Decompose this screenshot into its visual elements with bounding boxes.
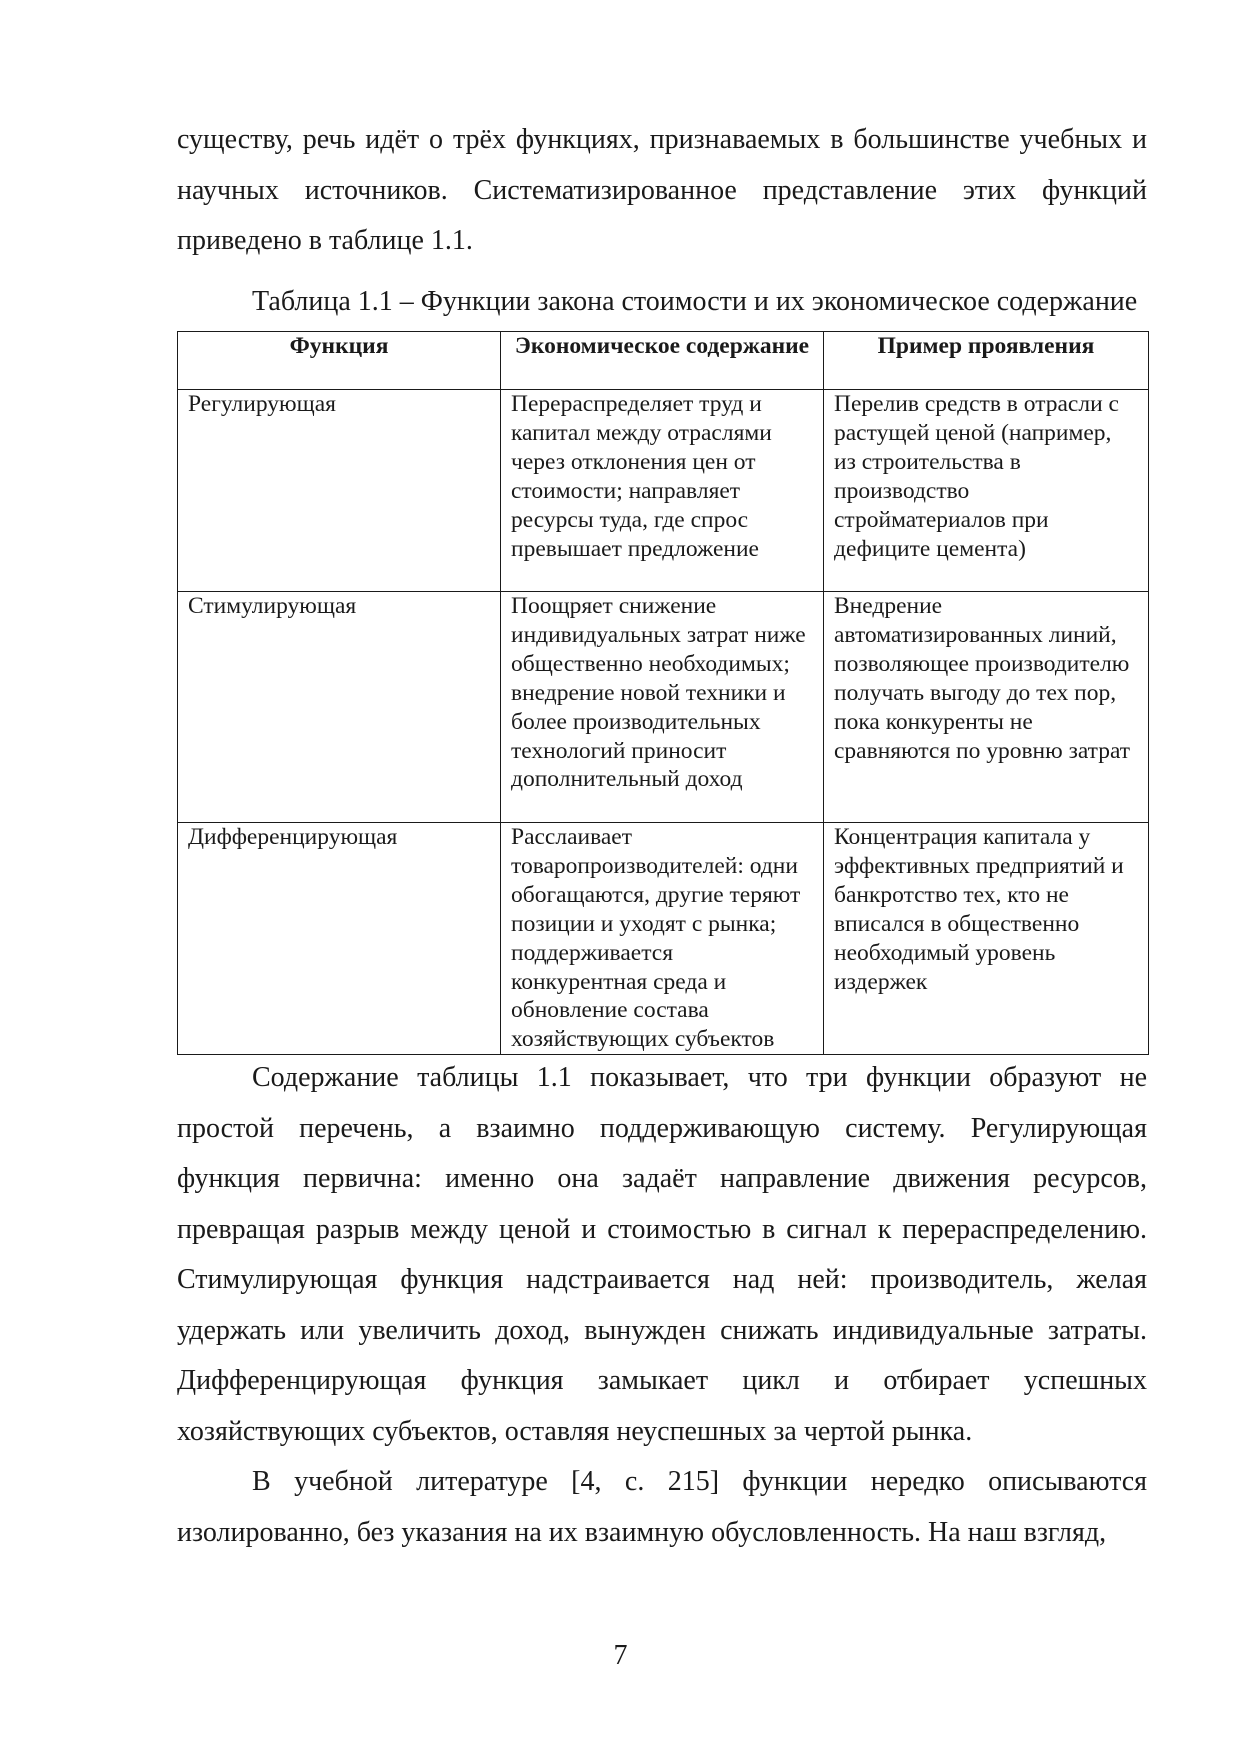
table-row — [178, 592, 1149, 823]
header-economic-content: Экономическое содержание — [501, 332, 824, 390]
functions-table-wrapper — [177, 331, 1147, 1055]
functions-table — [177, 331, 1149, 1055]
table-row — [178, 823, 1149, 1055]
cell-function: Дифференцирующая — [178, 823, 501, 1055]
paragraph-literature: В учебной литературе [4, с. 215] функции нередко описываются изолированно, без указания на их взаимную обусловленность. На наш взгляд, — [177, 1466, 1147, 1548]
paragraph-intro: существу, речь идёт о трёх функциях, признаваемых в большинстве учебных и научных источников. Систематизированное представление этих функций приведено в таблице 1.1. — [177, 124, 1147, 256]
paragraph-analysis: Содержание таблицы 1.1 показывает, что три функции образуют не простой перечень, а взаимно поддерживающую систему. Регулирующая функция первична: именно она задаёт направление движения ресурсов, превращая разрыв между ценой и стоимостью в сигнал к перераспределению. Стимулирующая функция надстраивается над ней: производитель, желая удержать или увеличить доход, вынужден снижать индивидуальные затраты. Дифференцирующая функция замыкает цикл и отбирает успешных хозяйствующих субъектов, оставляя неуспешных за чертой рынка. — [177, 1062, 1147, 1447]
cell-example: Перелив средств в отрасли с растущей ценой (например, из строительства в производство стройматериалов при дефиците цемента) — [824, 390, 1149, 592]
header-function: Функция — [178, 332, 501, 390]
cell-example: Концентрация капитала у эффективных предприятий и банкротство тех, кто не вписался в общественно необходимый уровень издержек — [824, 823, 1149, 1055]
cell-example: Внедрение автоматизированных линий, позволяющее производителю получать выгоду до тех пор, пока конкуренты не сравняются по уровню затрат — [824, 592, 1149, 823]
cell-function: Стимулирующая — [178, 592, 501, 823]
cell-economic-content: Поощряет снижение индивидуальных затрат ниже общественно необходимых; внедрение новой техники и более производительных технологий приносит дополнительный доход — [501, 592, 824, 823]
cell-function: Регулирующая — [178, 390, 501, 592]
table-header-row — [178, 332, 1149, 390]
document-page — [177, 115, 1147, 1558]
header-example: Пример проявления — [824, 332, 1149, 390]
page-number: 7 — [613, 1640, 628, 1671]
cell-economic-content: Перераспределяет труд и капитал между отраслями через отклонения цен от стоимости; направляет ресурсы туда, где спрос превышает предложение — [501, 390, 824, 592]
cell-economic-content: Расслаивает товаропроизводителей: одни обогащаются, другие теряют позиции и уходят с рынка; поддерживается конкурентная среда и обновление состава хозяйствующих субъектов — [501, 823, 824, 1055]
table-caption: Таблица 1.1 – Функции закона стоимости и их экономическое содержание — [252, 285, 1138, 317]
table-row — [178, 390, 1149, 592]
